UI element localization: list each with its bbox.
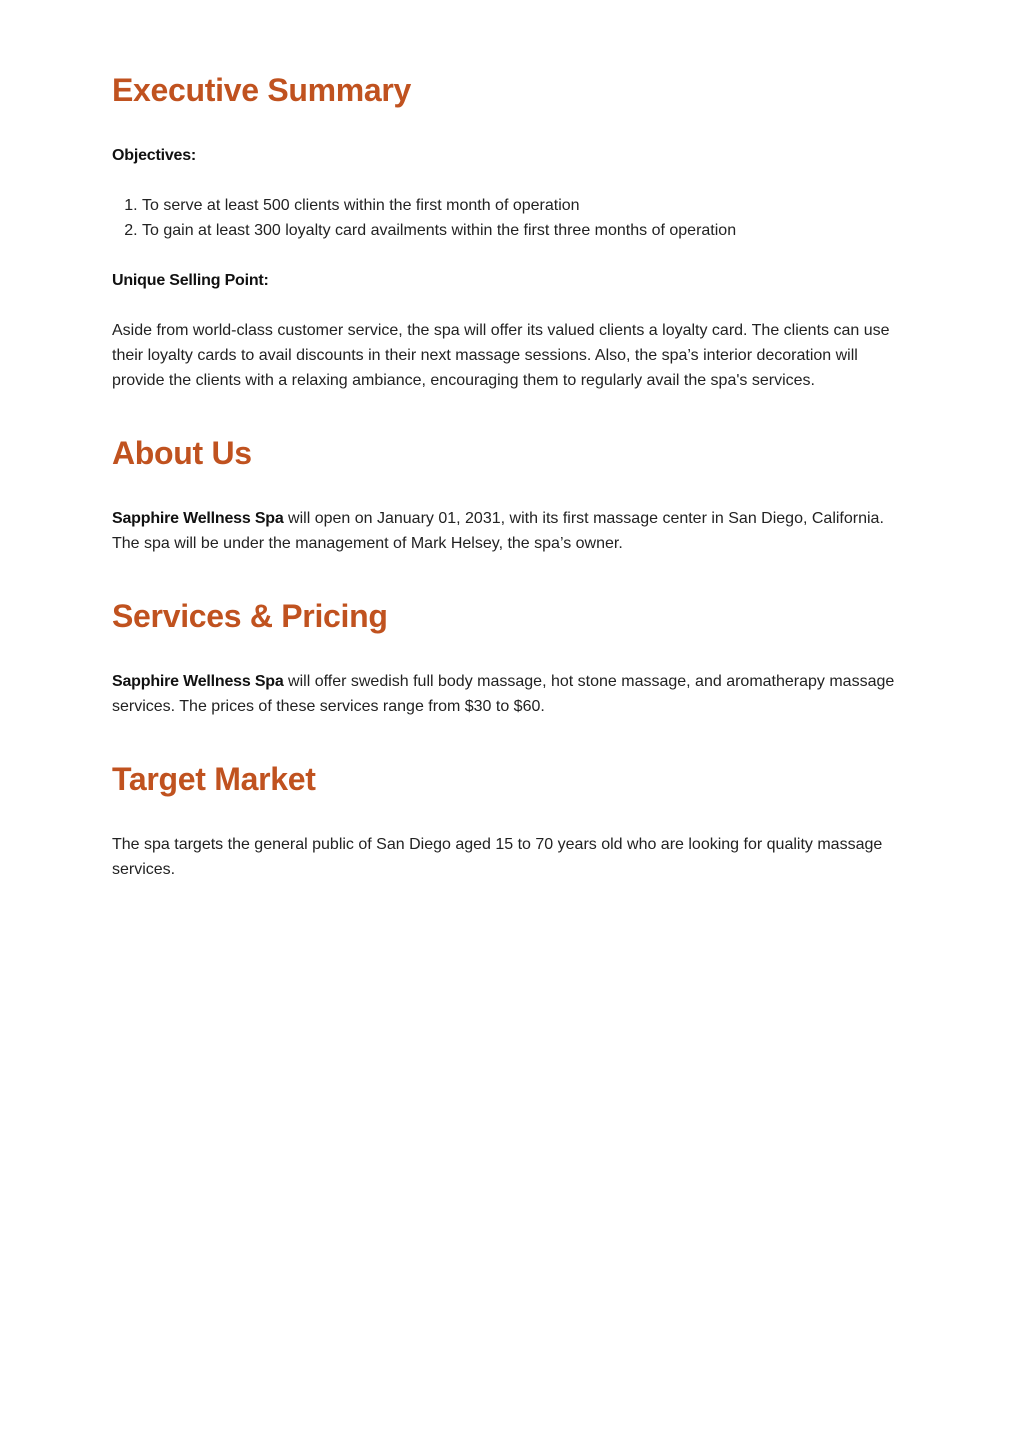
services-pricing-heading: Services & Pricing	[112, 598, 388, 634]
services-paragraph	[112, 669, 912, 719]
brand-name: Sapphire Wellness Spa	[112, 673, 284, 690]
about-us-paragraph	[112, 506, 912, 556]
objective-item: 2. To gain at least 300 loyalty card availments within the first three months of operation	[142, 218, 912, 243]
about-us-text: will open on January 01, 2031, with its first massage center in San Diego, California. The spa will be under the management of Mark Helsey, the spa’s owner.	[112, 510, 884, 552]
target-market-paragraph: The spa targets the general public of San Diego aged 15 to 70 years old who are looking for quality massage services.	[112, 836, 883, 878]
services-text: will offer swedish full body massage, hot stone massage, and aromatherapy massage services. The prices of these services range from $30 to $60.	[112, 673, 895, 715]
target-market-heading: Target Market	[112, 761, 316, 797]
brand-name: Sapphire Wellness Spa	[112, 510, 284, 527]
objectives-list	[112, 193, 912, 243]
objectives-label: Objectives:	[112, 147, 197, 164]
about-us-heading: About Us	[112, 435, 252, 471]
executive-summary-heading: Executive Summary	[112, 72, 412, 108]
usp-label: Unique Selling Point:	[112, 272, 269, 289]
objective-item: 1. To serve at least 500 clients within the first month of operation	[142, 193, 912, 218]
usp-paragraph: Aside from world-class customer service, the spa will offer its valued clients a loyalty card. The clients can use their loyalty cards to avail discounts in their next massage sessions. Also, the spa’s interior decoration will provide the clients with a relaxing ambiance, encouraging them to regularly avail the spa's services.	[112, 322, 890, 389]
